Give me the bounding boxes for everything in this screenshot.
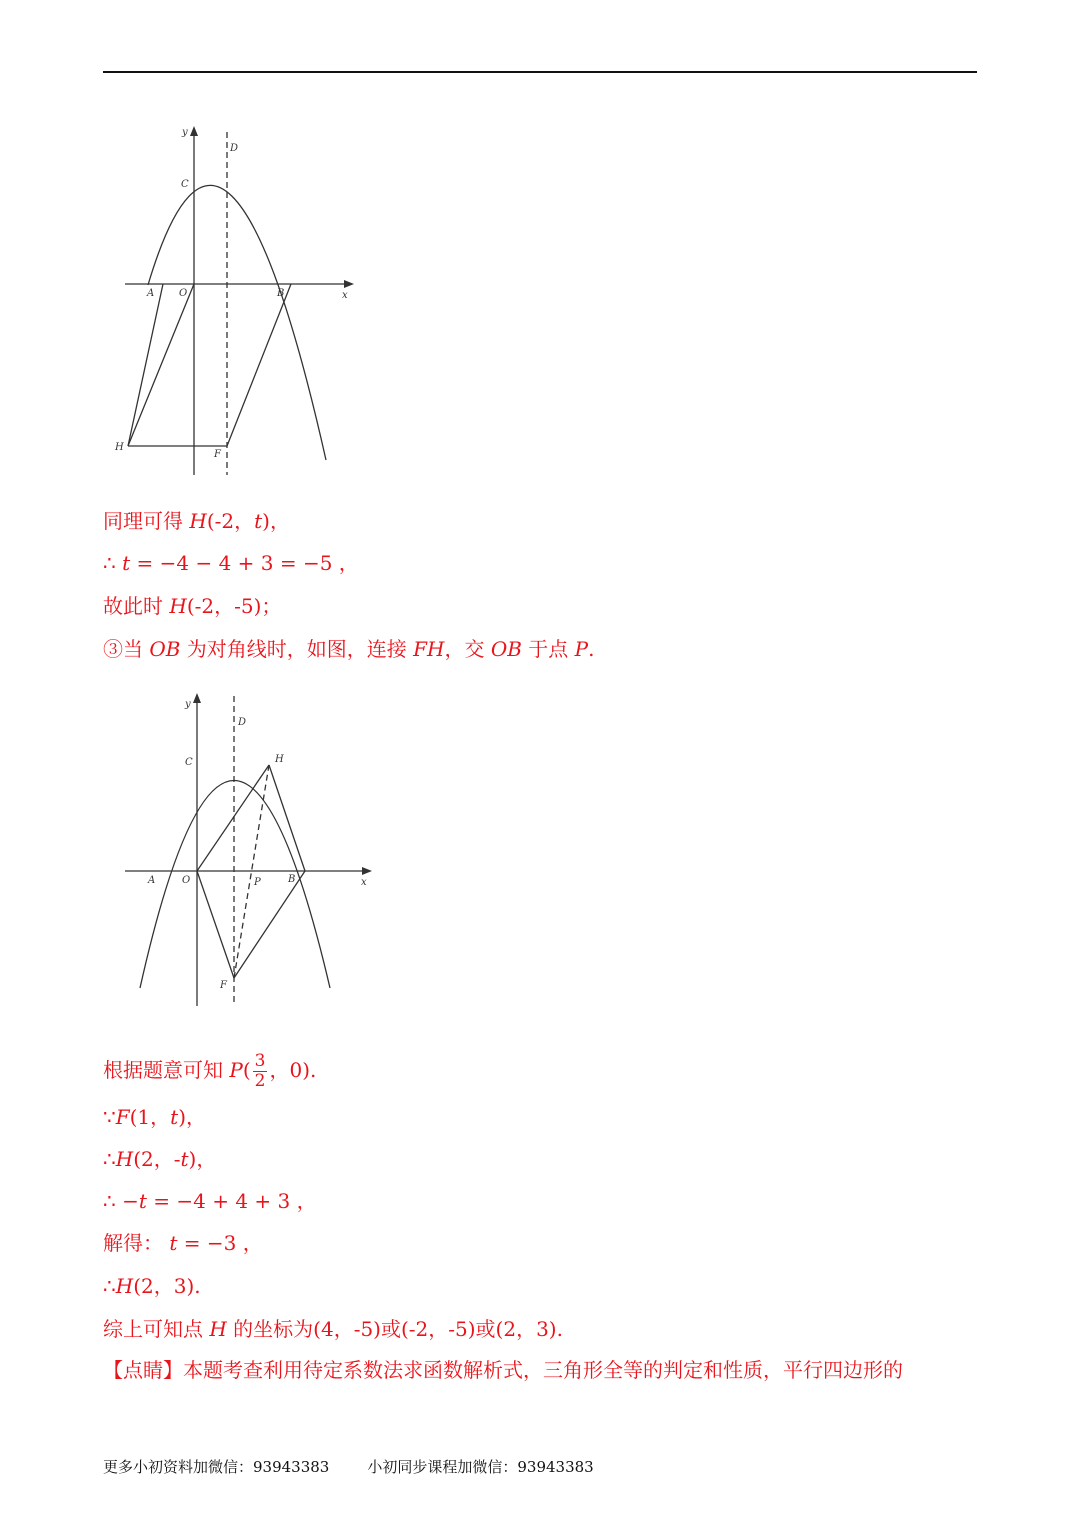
y-axis-arrow-2 (193, 693, 201, 703)
text-line-12: 【点睛】本题考查利用待定系数法求函数解析式，三角形全等的判定和性质，平行四边形的 (103, 1358, 903, 1382)
label-O-1: O (179, 288, 188, 299)
label-D-2: D (238, 717, 247, 728)
footer-right: 小初同步课程加微信：93943383 (367, 1458, 594, 1476)
segment-HA-1 (128, 284, 163, 446)
text-line-8: ∴ −t = −4 + 4 + 3 ， (103, 1189, 317, 1213)
label-C-2: C (185, 757, 193, 768)
label-y-2: y (185, 699, 191, 710)
text-line-5: 根据题意可知 P( $\frac{3}{2}$ ，0). (103, 1051, 317, 1091)
figure-1 (110, 120, 360, 485)
segment-FB-2 (234, 871, 305, 978)
x-axis-arrow-1 (344, 280, 354, 288)
footer-left: 更多小初资料加微信：93943383 (103, 1458, 330, 1476)
text-line-2: ∴ t = −4 − 4 + 3 = −5 ， (103, 551, 359, 575)
label-A-2: A (148, 875, 156, 886)
label-F-2: F (220, 980, 227, 991)
x-axis-arrow-2 (362, 867, 372, 875)
label-A-1: A (147, 288, 155, 299)
figure-2 (110, 688, 380, 1008)
footer (103, 1456, 594, 1477)
label-H-2: H (275, 754, 284, 765)
label-F-1: F (214, 449, 221, 460)
label-O-2: O (182, 875, 191, 886)
fraction-3-2: $\frac{3}{2}$ (254, 1051, 266, 1091)
parabola-2 (140, 781, 330, 989)
text-line-11: 综上可知点 H 的坐标为(4，-5)或(-2，-5)或(2，3). (103, 1317, 563, 1341)
segment-OF-2 (197, 871, 234, 978)
label-P-2: P (254, 877, 261, 888)
label-x-1: x (342, 290, 348, 301)
segment-HO-1 (128, 284, 194, 446)
y-axis-arrow-1 (190, 126, 198, 136)
header-rule (103, 71, 977, 73)
text-line-6: ∵F(1，t)， (103, 1105, 207, 1129)
text-line-1: 同理可得 H(-2，t)， (103, 509, 290, 533)
label-x-2: x (361, 877, 367, 888)
label-B-2: B (288, 874, 296, 885)
text-line-7: ∴H(2，-t)， (103, 1147, 217, 1171)
text-line-10: ∴H(2，3). (103, 1274, 201, 1298)
parabola-1 (148, 185, 326, 460)
label-H-1: H (115, 442, 124, 453)
label-B-1: B (277, 288, 285, 299)
label-C-1: C (181, 179, 189, 190)
text-line-4: ③当 OB 为对角线时，如图，连接 FH，交 OB 于点 P. (103, 637, 595, 661)
label-D-1: D (230, 143, 239, 154)
segment-FB-1 (227, 284, 291, 446)
text-line-9: 解得： t = −3 ， (103, 1231, 263, 1255)
label-y-1: y (182, 127, 188, 138)
text-line-3: 故此时 H(-2，-5)； (103, 594, 282, 618)
